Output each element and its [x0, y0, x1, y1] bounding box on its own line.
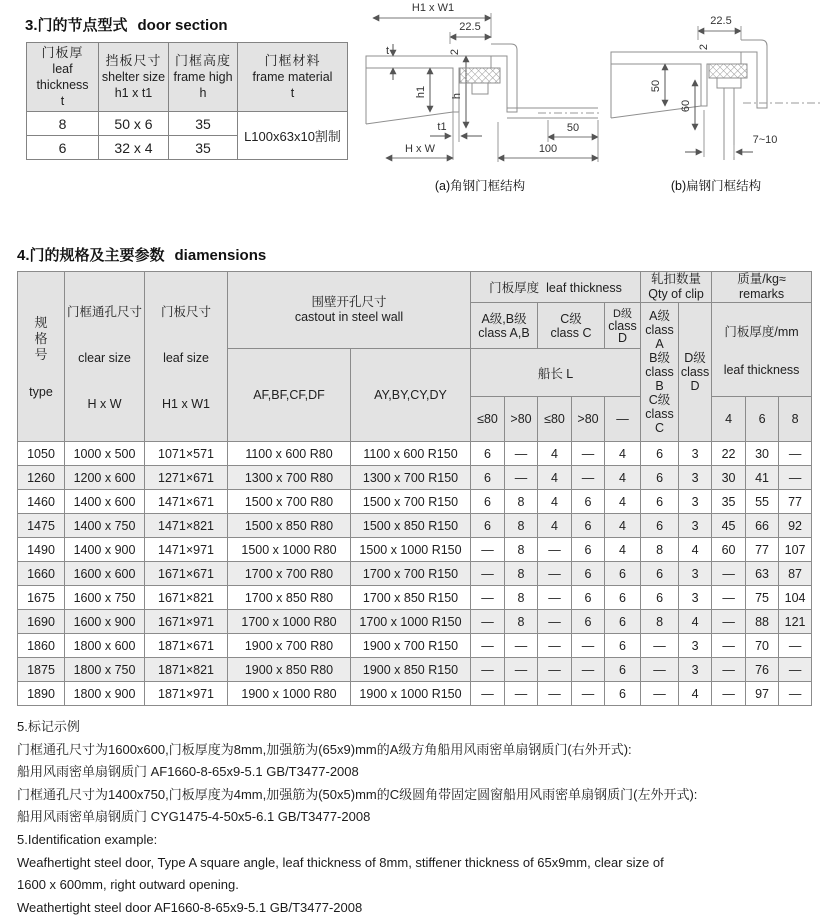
dim-label-2: 2 [698, 43, 710, 51]
table-cell: — [712, 658, 746, 682]
table-cell: 6 [471, 466, 505, 490]
table-cell: — [505, 442, 538, 466]
table-cell: 1260 [18, 466, 65, 490]
dim-label-h1: h1 [415, 85, 427, 99]
table-cell: 75 [746, 586, 779, 610]
table-cell: — [471, 538, 505, 562]
table-cell: 6 [641, 442, 679, 466]
table-cell: 92 [779, 514, 812, 538]
table-cell: 1900 x 1000 R80 [228, 682, 351, 706]
header-thickness-6: 6 [746, 397, 779, 442]
dim-label-h1w1: H1 x W1 [411, 2, 455, 14]
table-cell: 4 [605, 490, 641, 514]
table-cell: 41 [746, 466, 779, 490]
table-cell: 35 [712, 490, 746, 514]
table-row [27, 112, 348, 136]
table-cell: 1860 [18, 634, 65, 658]
table-cell: 8 [505, 538, 538, 562]
table-cell: 1471×671 [145, 490, 228, 514]
note-line: 门框通孔尺寸为1600x600,门板厚度为8mm,加强筋为(65x9)mm的A级方角船用风雨密单扇钢质门(右外开式): [17, 741, 632, 757]
table-cell: — [538, 682, 572, 706]
table-cell: 6 [641, 562, 679, 586]
table-cell: 6 [471, 490, 505, 514]
section4-title-en: diamensions [174, 247, 267, 264]
dim-label-22-5: 22.5 [710, 15, 732, 27]
header-frame-material: 门框材料 frame material t [238, 43, 348, 112]
table-cell: 6 [572, 490, 605, 514]
header-castout-f: AF,BF,CF,DF [228, 349, 351, 442]
dim-label-100: 100 [538, 143, 558, 155]
table-cell: 88 [746, 610, 779, 634]
table-cell: 1460 [18, 490, 65, 514]
table-cell: 6 [605, 634, 641, 658]
table-cell: 1500 x 850 R80 [228, 514, 351, 538]
diagram-flat-frame [603, 0, 830, 196]
table-cell: 4 [538, 466, 572, 490]
table-cell: 1800 x 750 [65, 658, 145, 682]
table-cell: 3 [679, 466, 712, 490]
header-frame-high: 门框高度 frame high h [169, 43, 238, 112]
table-cell: — [572, 442, 605, 466]
table-cell: 1471×821 [145, 514, 228, 538]
note-line: 5.Identification example: [17, 831, 158, 847]
dim-label-t1: t1 [437, 121, 447, 133]
table-cell: 8 [505, 562, 538, 586]
table-cell: 1500 x 1000 R150 [351, 538, 471, 562]
header-le80: ≤80 [471, 397, 505, 442]
header-gt80: >80 [505, 397, 538, 442]
table-cell: 1871×671 [145, 634, 228, 658]
header-qty-class-abc: A级 class A B级 class B C级 class C [641, 303, 679, 442]
table-cell: 6 [471, 514, 505, 538]
table-cell: — [712, 610, 746, 634]
table-cell: — [779, 466, 812, 490]
table-cell: 3 [679, 442, 712, 466]
table-cell: — [779, 442, 812, 466]
table-cell: 1600 x 750 [65, 586, 145, 610]
table-row [18, 490, 812, 514]
section3-title-en: door section [137, 17, 228, 34]
table-cell: 1600 x 600 [65, 562, 145, 586]
table-cell: 1660 [18, 562, 65, 586]
table-cell: 1900 x 700 R80 [228, 634, 351, 658]
dim-label-60: 60 [680, 99, 692, 113]
table-cell: 97 [746, 682, 779, 706]
table-cell: 35 [169, 136, 238, 160]
table-cell: — [505, 634, 538, 658]
table-cell: 4 [679, 682, 712, 706]
header-ship-length: 船长 L [471, 349, 641, 397]
table-cell: 1071×571 [145, 442, 228, 466]
table-cell: 22 [712, 442, 746, 466]
table-cell: 1671×971 [145, 610, 228, 634]
header-thickness-8: 8 [779, 397, 812, 442]
header-class-ab: A级,B级 class A,B [471, 303, 538, 349]
table-cell: 104 [779, 586, 812, 610]
header-clear-size: 门框通孔尺寸 clear size H x W [65, 272, 145, 442]
table-cell: 60 [712, 538, 746, 562]
header-leaf-size: 门板尺寸 leaf size H1 x W1 [145, 272, 228, 442]
table-cell: 4 [605, 442, 641, 466]
table-cell: 1690 [18, 610, 65, 634]
table-cell: 8 [27, 112, 99, 136]
table-cell: 107 [779, 538, 812, 562]
table-cell: 4 [679, 538, 712, 562]
note-line: 1600 x 600mm, right outward opening. [17, 877, 239, 893]
table-cell: 77 [746, 538, 779, 562]
table-cell: 3 [679, 514, 712, 538]
table-cell: 77 [779, 490, 812, 514]
table-cell: 1900 x 700 R150 [351, 634, 471, 658]
dim-label-50: 50 [650, 79, 662, 93]
table-cell: — [779, 682, 812, 706]
table-cell: 3 [679, 634, 712, 658]
header-thickness-4: 4 [712, 397, 746, 442]
table-cell: — [538, 634, 572, 658]
table-cell: 1900 x 1000 R150 [351, 682, 471, 706]
table-row [18, 514, 812, 538]
table-cell: 6 [572, 538, 605, 562]
header-castout-y: AY,BY,CY,DY [351, 349, 471, 442]
note-line: 船用风雨密单扇钢质门 AF1660-8-65x9-5.1 GB/T3477-2008 [17, 764, 359, 780]
table-cell: 70 [746, 634, 779, 658]
table-cell: 1800 x 600 [65, 634, 145, 658]
spec-table-body [18, 442, 812, 706]
table-cell: 6 [641, 490, 679, 514]
table-cell: 1890 [18, 682, 65, 706]
table-cell: — [712, 634, 746, 658]
table-row [18, 610, 812, 634]
dimensions-table [17, 271, 812, 706]
table-cell: — [572, 634, 605, 658]
section3-title [25, 14, 228, 35]
table-cell: 1875 [18, 658, 65, 682]
table-cell: 55 [746, 490, 779, 514]
table-cell: 6 [605, 658, 641, 682]
table-cell: 1400 x 900 [65, 538, 145, 562]
table-cell: 6 [605, 586, 641, 610]
table-cell: 1871×971 [145, 682, 228, 706]
table-cell: 1671×821 [145, 586, 228, 610]
table-cell: 1700 x 1000 R150 [351, 610, 471, 634]
note-line: Weathertight steel door AF1660-8-65x9-5.1 GB/T3477-2008 [17, 899, 363, 915]
table-cell: 1271×671 [145, 466, 228, 490]
table-cell: 1700 x 700 R80 [228, 562, 351, 586]
table-cell: — [471, 682, 505, 706]
table-cell: — [505, 466, 538, 490]
table-cell: 1050 [18, 442, 65, 466]
table-cell: 1200 x 600 [65, 466, 145, 490]
table-cell: 1000 x 500 [65, 442, 145, 466]
table-cell: 3 [679, 562, 712, 586]
table-cell: 1490 [18, 538, 65, 562]
header-type: 规格号 type [18, 272, 65, 442]
table-cell: 8 [505, 514, 538, 538]
dim-label-22-5: 22.5 [459, 21, 481, 33]
table-cell: 4 [605, 514, 641, 538]
table-cell: 1500 x 700 R80 [228, 490, 351, 514]
table-cell: 8 [505, 586, 538, 610]
section3-title-zh: 3.门的节点型式 [25, 17, 128, 34]
table-cell: 4 [538, 490, 572, 514]
table-cell: 4 [605, 538, 641, 562]
table-cell: 8 [641, 610, 679, 634]
dim-label-hxw: H x W [405, 143, 435, 155]
table-cell: — [471, 610, 505, 634]
table-cell: 1400 x 600 [65, 490, 145, 514]
table-cell: 1400 x 750 [65, 514, 145, 538]
table-cell: — [471, 562, 505, 586]
table-cell: 1500 x 700 R150 [351, 490, 471, 514]
table-cell: 8 [505, 610, 538, 634]
table-cell: — [538, 538, 572, 562]
header-qty-class-d: D级 class D [679, 303, 712, 442]
table-cell: 6 [641, 586, 679, 610]
table-cell: 1100 x 600 R150 [351, 442, 471, 466]
diagram-b-caption: (b)扁钢门框结构 [670, 179, 762, 193]
table-cell: 3 [679, 586, 712, 610]
table-cell: 32 x 4 [99, 136, 169, 160]
dim-label-2: 2 [449, 48, 461, 56]
table-cell: 1475 [18, 514, 65, 538]
header-leaf-thickness-group: 门板厚度 leaf thickness [471, 272, 641, 303]
table-cell: — [641, 634, 679, 658]
header-class-c: C级 class C [538, 303, 605, 349]
table-cell: 1100 x 600 R80 [228, 442, 351, 466]
diagram-angle-frame [358, 0, 603, 196]
table-cell: — [471, 586, 505, 610]
header-leaf-thickness-mm: 门板厚度/mm leaf thickness [712, 303, 812, 397]
table-cell: 1500 x 850 R150 [351, 514, 471, 538]
header-leaf-thickness: 门板厚 leaf thickness t [27, 43, 99, 112]
table-cell: 8 [641, 538, 679, 562]
table-cell: — [572, 466, 605, 490]
table-cell: 1300 x 700 R150 [351, 466, 471, 490]
table-row [18, 586, 812, 610]
table-cell: 6 [471, 442, 505, 466]
table-cell: — [471, 634, 505, 658]
header-le80: ≤80 [538, 397, 572, 442]
table-row [18, 466, 812, 490]
table-row [18, 538, 812, 562]
header-qty-of-clip: 轧扣数量 Qty of clip [641, 272, 712, 303]
header-remarks: 质量/kg≈ remarks [712, 272, 812, 303]
table-cell: 6 [605, 682, 641, 706]
table-cell: — [641, 658, 679, 682]
table-cell: — [505, 682, 538, 706]
table-cell: 66 [746, 514, 779, 538]
table-cell: — [712, 586, 746, 610]
table-cell: 50 x 6 [99, 112, 169, 136]
table-cell: — [572, 658, 605, 682]
table-cell: — [505, 658, 538, 682]
table-cell: 6 [641, 514, 679, 538]
table-cell: — [538, 586, 572, 610]
header-shelter-size: 挡板尺寸 shelter size h1 x t1 [99, 43, 169, 112]
table-cell: 1700 x 1000 R80 [228, 610, 351, 634]
table-cell: 8 [505, 490, 538, 514]
table-cell: — [572, 682, 605, 706]
header-d-dash: — [605, 397, 641, 442]
table-cell: 6 [605, 610, 641, 634]
table-cell: 1700 x 850 R150 [351, 586, 471, 610]
table-cell: 30 [712, 466, 746, 490]
table-cell: 6 [605, 562, 641, 586]
frame-material-cell: L100x63x10割制 [238, 112, 348, 160]
table-cell: 1800 x 900 [65, 682, 145, 706]
dim-label-t: t [386, 45, 390, 57]
table-row [18, 658, 812, 682]
table-row [18, 562, 812, 586]
table-cell: 1471×971 [145, 538, 228, 562]
table-cell: 1900 x 850 R150 [351, 658, 471, 682]
table-cell: 6 [572, 610, 605, 634]
table-cell: — [538, 610, 572, 634]
note-line: Weafhertight steel door, Type A square angle, leaf thickness of 8mm, stiffener thickness of 65x9mm, clear size of [17, 854, 664, 870]
table-cell: 6 [27, 136, 99, 160]
table-cell: 4 [605, 466, 641, 490]
table-cell: 3 [679, 490, 712, 514]
dim-label-h: h [451, 92, 463, 100]
table-cell: 30 [746, 442, 779, 466]
table-cell: 6 [572, 562, 605, 586]
table-cell: 3 [679, 658, 712, 682]
table-cell: 1900 x 850 R80 [228, 658, 351, 682]
table-header-row [27, 43, 348, 112]
note-line: 5.标记示例 [17, 719, 80, 734]
header-class-d: D级 class D [605, 303, 641, 349]
table-cell: 1871×821 [145, 658, 228, 682]
dim-label-50: 50 [566, 122, 580, 134]
table-cell: — [538, 658, 572, 682]
section4-title [17, 244, 830, 265]
table-cell: — [538, 562, 572, 586]
table-cell: 4 [679, 610, 712, 634]
table-cell: 1600 x 900 [65, 610, 145, 634]
top-area [0, 0, 830, 238]
table-cell: 121 [779, 610, 812, 634]
table-cell: 1500 x 1000 R80 [228, 538, 351, 562]
table-cell: 6 [572, 586, 605, 610]
table-cell: 1700 x 700 R150 [351, 562, 471, 586]
header-castout: 围壁开孔尺寸 castout in steel wall [228, 272, 471, 349]
table-cell: 35 [169, 112, 238, 136]
table-header-row [18, 272, 812, 303]
dim-label-7-10: 7~10 [752, 134, 778, 146]
section5-notes [17, 716, 830, 919]
table-cell: 45 [712, 514, 746, 538]
table-cell: — [779, 658, 812, 682]
header-gt80: >80 [572, 397, 605, 442]
table-cell: — [641, 682, 679, 706]
table-row [18, 682, 812, 706]
table-cell: 63 [746, 562, 779, 586]
table-cell: 1700 x 850 R80 [228, 586, 351, 610]
table-cell: 1671×671 [145, 562, 228, 586]
table-cell: 6 [572, 514, 605, 538]
table-cell: — [712, 682, 746, 706]
table-cell: 76 [746, 658, 779, 682]
door-section-table [26, 42, 348, 160]
table-cell: — [471, 658, 505, 682]
table-row [18, 442, 812, 466]
table-cell: 1675 [18, 586, 65, 610]
table-row [18, 634, 812, 658]
note-line: 门框通孔尺寸为1400x750,门板厚度为4mm,加强筋为(50x5)mm的C级圆角带固定圆窗船用风雨密单扇钢质门(左外开式): [17, 786, 698, 802]
note-line: 船用风雨密单扇钢质门 CYG1475-4-50x5-6.1 GB/T3477-2008 [17, 809, 371, 825]
table-cell: — [712, 562, 746, 586]
table-cell: 87 [779, 562, 812, 586]
table-cell: 1300 x 700 R80 [228, 466, 351, 490]
table-cell: 4 [538, 442, 572, 466]
section4-title-zh: 4.门的规格及主要参数 [17, 247, 165, 264]
table-cell: 4 [538, 514, 572, 538]
diagram-a-caption: (a)角钢门框结构 [434, 179, 526, 193]
table-cell: 6 [641, 466, 679, 490]
table-cell: — [779, 634, 812, 658]
